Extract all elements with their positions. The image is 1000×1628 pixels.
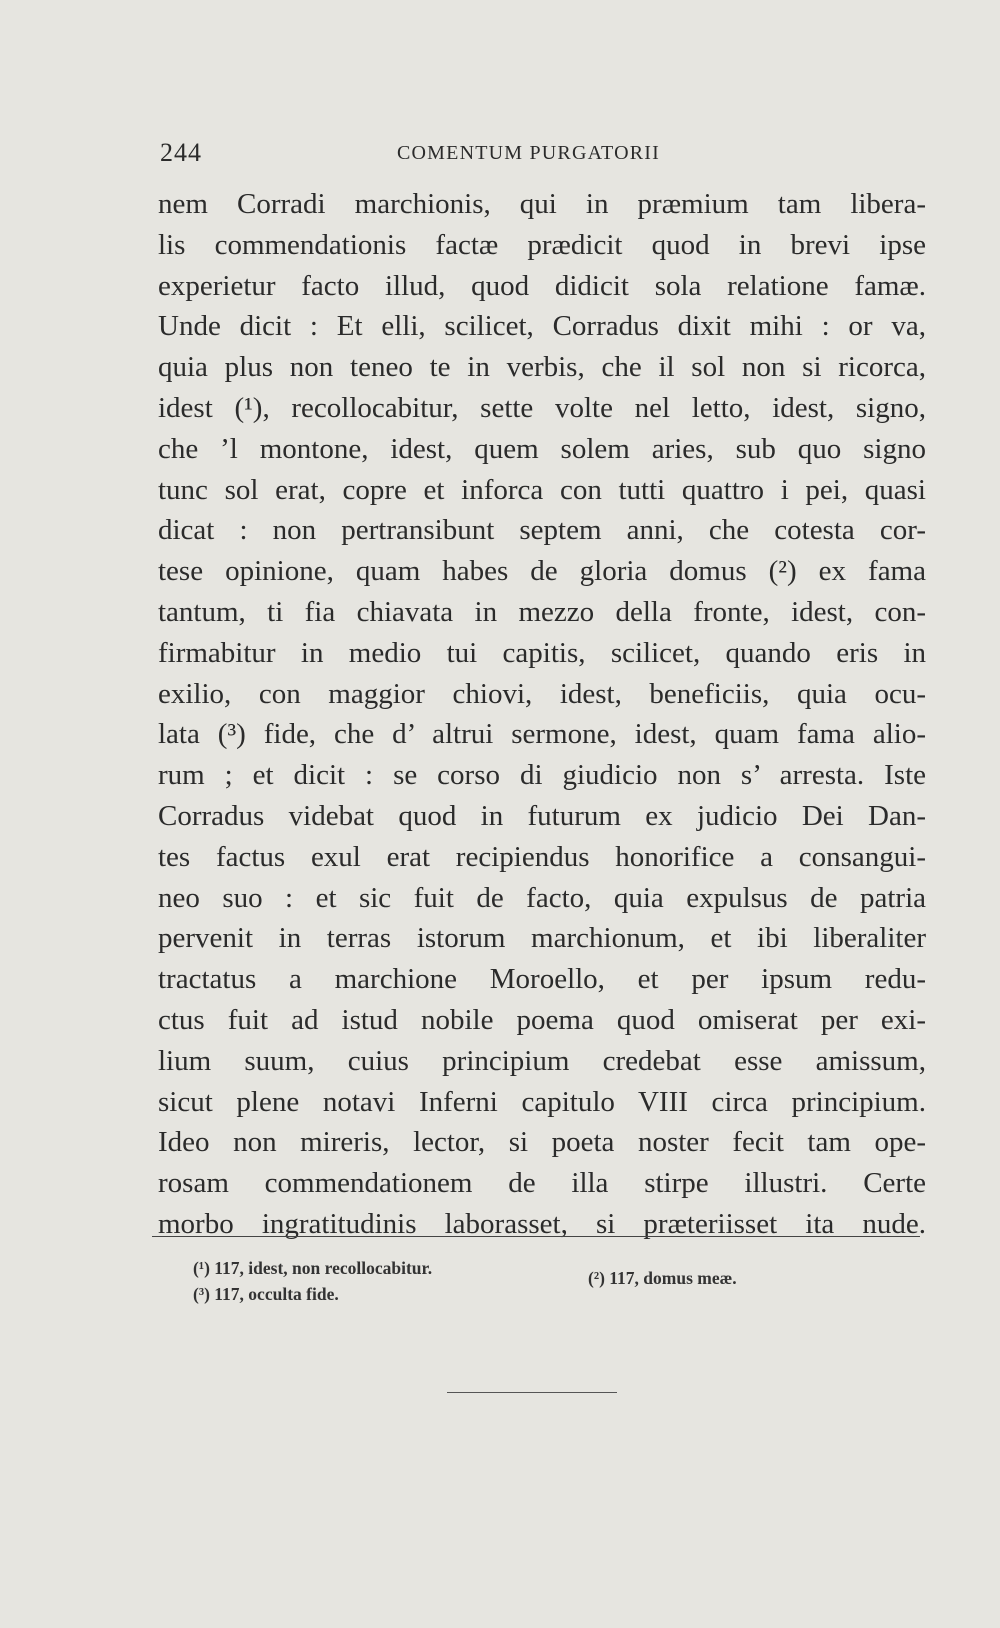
footnote-1: (¹) 117, idest, non recollocabitur. [193, 1258, 433, 1278]
text-line: sicut plene notavi Inferni capitulo VIII circa principium. [158, 1085, 926, 1118]
text-line: rum ; et dicit : se corso di giudicio non s’ arresta. Iste [158, 759, 926, 792]
text-line: pervenit in terras istorum marchionum, et ibi liberaliter [158, 922, 926, 955]
text-line: exilio, con maggior chiovi, idest, beneficiis, quia ocu- [158, 677, 926, 710]
text-line: tese opinione, quam habes de gloria domus (²) ex fama [158, 555, 926, 588]
text-line: tantum, ti fia chiavata in mezzo della fronte, idest, con- [158, 595, 926, 628]
text-line: tes factus exul erat recipiendus honorifice a consangui- [158, 840, 926, 873]
footnote-3: (³) 117, occulta fide. [193, 1284, 339, 1304]
text-line: lium suum, cuius principium credebat esse amissum, [158, 1044, 926, 1077]
text-line: Unde dicit : Et elli, scilicet, Corradus dixit mihi : or va, [158, 310, 926, 343]
text-line: morbo ingratitudinis laborasset, si præteriisset ita nude. [158, 1207, 926, 1240]
text-line: Corradus videbat quod in futurum ex judicio Dei Dan- [158, 799, 926, 832]
footnote-divider [152, 1236, 920, 1237]
end-rule [447, 1392, 617, 1393]
page-number: 244 [160, 138, 202, 167]
text-line: quia plus non teneo te in verbis, che il sol non si ricorca, [158, 351, 926, 384]
footnote-2: (²) 117, domus meæ. [588, 1268, 737, 1288]
text-line: tunc sol erat, copre et inforca con tutti quattro i pei, quasi [158, 473, 926, 506]
text-line: che ’l montone, idest, quem solem aries, sub quo signo [158, 432, 926, 465]
text-line: experietur facto illud, quod didicit sola relatione famæ. [158, 269, 926, 302]
text-line: dicat : non pertransibunt septem anni, che cotesta cor- [158, 514, 926, 547]
text-line: neo suo : et sic fuit de facto, quia expulsus de patria [158, 881, 926, 914]
running-head: COMENTUM PURGATORII [397, 142, 661, 164]
text-line: nem Corradi marchionis, qui in præmium tam libera- [158, 188, 926, 220]
text-line: Ideo non mireris, lector, si poeta noster fecit tam ope- [158, 1126, 926, 1159]
text-line: tractatus a marchione Moroello, et per ipsum redu- [158, 963, 926, 996]
text-line: rosam commendationem de illa stirpe illustri. Certe [158, 1167, 926, 1200]
page-header [160, 132, 925, 172]
text-line: idest (¹), recollocabitur, sette volte nel letto, idest, signo, [158, 391, 926, 424]
text-line: ctus fuit ad istud nobile poema quod omiserat per exi- [158, 1003, 926, 1036]
text-line: firmabitur in medio tui capitis, scilicet, quando eris in [158, 636, 926, 669]
main-text [158, 184, 926, 1245]
text-line: lis commendationis factæ prædicit quod in brevi ipse [158, 228, 926, 261]
text-line: lata (³) fide, che d’ altrui sermone, idest, quam fama alio- [158, 718, 926, 751]
